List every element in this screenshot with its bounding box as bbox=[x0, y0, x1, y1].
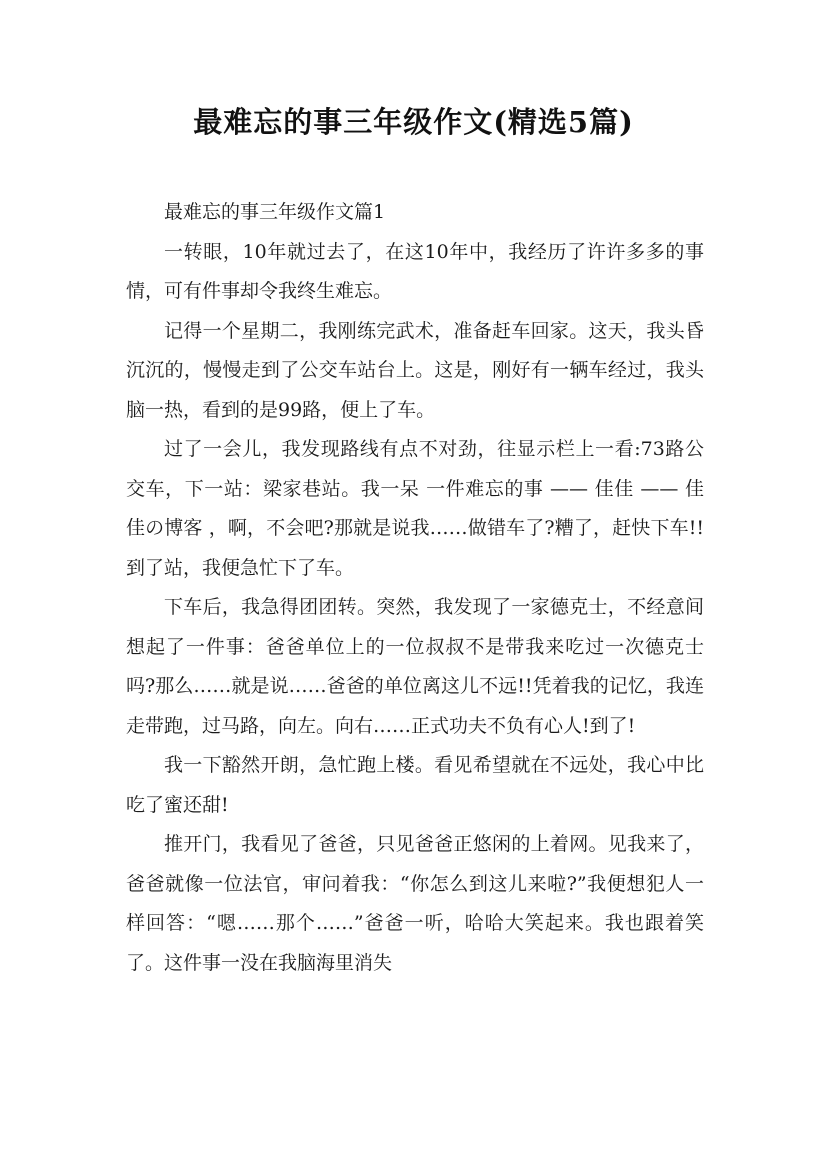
paragraph: 一转眼，10年就过去了，在这10年中，我经历了许许多多的事情，可有件事却令我终生难忘。 bbox=[126, 240, 704, 302]
paragraph: 推开门，我看见了爸爸，只见爸爸正悠闲的上着网。见我来了，爸爸就像一位法官，审问着我：“你怎么到这儿来啦?”我便想犯人一样回答：“嗯……那个……”爸爸一听，哈哈大笑起来。我也跟着笑了。这件事一没在我脑海里消失 bbox=[126, 833, 704, 974]
paragraph: 过了一会儿，我发现路线有点不对劲，往显示栏上一看:73路公交车，下一站：梁家巷站。我一呆 一件难忘的事 —— 佳佳 —— 佳佳の博客 ，啊，不会吧?那就是说我……做错车了?糟了，赶快下车!!到了站，我便急忙下了车。 bbox=[126, 438, 704, 579]
paragraph: 记得一个星期二，我刚练完武术，准备赶车回家。这天，我头昏沉沉的，慢慢走到了公交车站台上。这是，刚好有一辆车经过，我头脑一热，看到的是99路，便上了车。 bbox=[126, 319, 704, 421]
paragraph: 下车后，我急得团团转。突然，我发现了一家德克士，不经意间想起了一件事：爸爸单位上的一位叔叔不是带我来吃过一次德克士吗?那么……就是说……爸爸的单位离这儿不远!!凭着我的记忆，我连走带跑，过马路，向左。向右……正式功夫不负有心人!到了! bbox=[126, 596, 704, 737]
document-body bbox=[126, 193, 704, 983]
document-title: 最难忘的事三年级作文(精选5篇) bbox=[193, 105, 634, 139]
section-heading: 最难忘的事三年级作文篇1 bbox=[164, 201, 386, 223]
paragraph: 我一下豁然开朗，急忙跑上楼。看见希望就在不远处，我心中比吃了蜜还甜! bbox=[126, 754, 704, 816]
